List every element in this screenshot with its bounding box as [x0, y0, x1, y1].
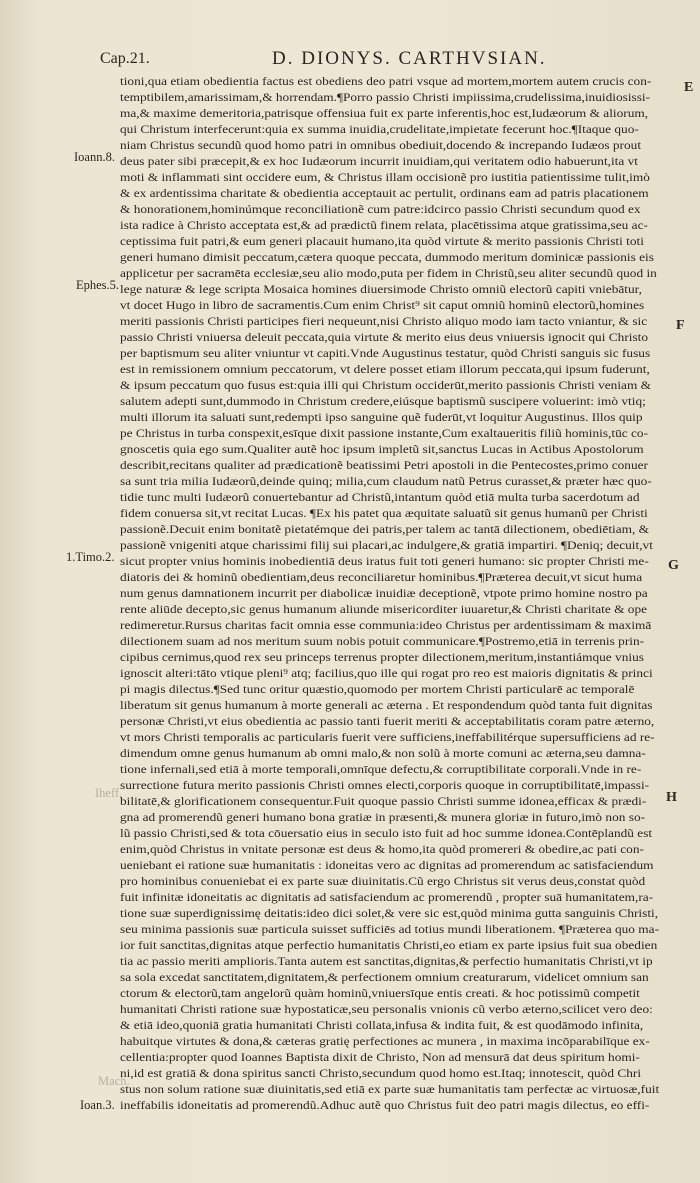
- text-line: num genus damnationem incurrit per diabolicæ inuidiæ deceptionẽ, vtpote primo homine nostro pa: [120, 587, 648, 600]
- text-line: redimeretur.Rursus charitas facit omnia esse communia:ideo Christus per ardentissimam & maximā: [120, 619, 652, 632]
- text-line: enim,quòd Christus in vnitate personæ est deus & homo,ita quòd promereri & obedire,ac pati con-: [120, 843, 644, 856]
- text-line: est in remissionem omnium peccatorum, vt delere posset etiam illorum peccata,qui ipsum fuderunt,: [120, 363, 650, 376]
- text-line: habuitque virtutes & dona,& cæteras gratię perfectiones ac munera , in maxima incōparabilīque ex-: [120, 1035, 650, 1048]
- text-line: ignoscit alteri:tāto vtique pleni⁹ atq; facilius,quo ille qui rogat pro reo est maioris dignitatis & princi: [120, 667, 653, 680]
- text-line: qui Christum interfecerunt:quia ex summa inuidia,crudelitate,impietate fecerunt hoc.¶Itaque quo-: [120, 123, 639, 136]
- text-line: gna ad promerendũ generi humano bona gratiæ in præsenti,& munera gloriæ in futuro,imò non so-: [120, 811, 646, 824]
- text-line: dilectionem suam ad nos meritum suum nobis potuit communicare.¶Postremo,etiā in terrenis prin-: [120, 635, 645, 648]
- text-line: salutem adepti sunt,dummodo in Christum credere,eiúsque baptismũ suscipere voluerint: imò vtiq;: [120, 395, 646, 408]
- text-line: tione infernali,sed etiā à morte temporali,omnīque defectu,& corruptibilitate corporali.Vnde in re-: [120, 763, 642, 776]
- text-line: tioni,qua etiam obedientia factus est obediens deo patri vsque ad mortem,mortem autem crucis con-: [120, 75, 652, 88]
- text-line: sa sola excedat sanctitatem,dignitatem,& perfectionem omnium creaturarum, videlicet omnium san: [120, 971, 649, 984]
- section-letter-h: H: [666, 790, 677, 805]
- margin-ref-ioan-3: Ioan.3.: [80, 1098, 115, 1112]
- text-line: seu minima passionis suæ particula suisset sufficiēs ad totius mundi liberationem. ¶Præterea quo ma-: [120, 923, 660, 936]
- text-line: lũ passio Christi,sed & tota cōuersatio eius in seculo isto fuit ad hoc summe idonea.Contēplandũ est: [120, 827, 653, 840]
- text-line: tidie tunc multi Iudæorũ conuertebantur ad Christũ,intantum quòd etiā multa turba sacerdotum ad: [120, 491, 640, 504]
- text-line: surrectione futura merito passionis Christi omnes electi,corporis quoque in corruptibilitatē,impassi-: [120, 779, 650, 792]
- text-line: diatoris dei & hominũ obedientiam,deus reconciliaretur hominibus.¶Præterea decuit,vt sicut huma: [120, 571, 643, 584]
- chapter-label: Cap.21.: [100, 50, 150, 67]
- margin-ref-timo-2: 1.Timo.2.: [66, 550, 115, 564]
- body-text: [120, 74, 680, 1114]
- text-line: cipibus cernimus,quod rex seu princeps terrenus propter dilectionem,meritum,instantiámque vnius: [120, 651, 644, 664]
- text-line: meriti passionis Christi participes fieri nequeunt,nisi Christo aliquo modo iam tacto vniantur, & sic: [120, 315, 648, 328]
- text-line: generi humano dimisit peccatum,cætera quoque peccata, dummodo meritum dominicæ passionis eis: [120, 251, 654, 264]
- text-line: pro hominibus conueniebat ei ex parte suæ diuinitatis.Cũ ergo Christus sit verus deus,constat quòd: [120, 875, 646, 888]
- section-letter-e: E: [684, 80, 694, 95]
- margin-ref-ioann-8: Ioann.8.: [74, 150, 115, 164]
- text-line: ineffabilis idoneitatis ad promerendũ.Adhuc autẽ quo Christus fuit deo patri magis dilectus, eo effi-: [120, 1099, 650, 1112]
- text-line: liberatum sit genus humanum à morte generali ac æterna . Et respondendum quòd tanta fuit dignitas: [120, 699, 653, 712]
- page-header: [100, 50, 580, 76]
- text-line: pi magis dilectus.¶Sed tunc oritur quæstio,quomodo per mortem Christi particularē ac temporalē: [120, 683, 635, 696]
- text-line: passio Christi vniuersa deleuit peccata,quia virtute & merito eius deus vniuersis ignocit qui Christo: [120, 331, 649, 344]
- text-line: ceptissima fuit patri,& eum generi placauit humano,ita quòd virtute & merito passionis Christi toti: [120, 235, 644, 248]
- text-line: ctorum & electorũ,tam angelorũ quàm hominũ,vniuersīque entis creati. & hoc potissimũ competit: [120, 987, 640, 1000]
- text-line: per baptismum seu aliter vniuntur vt capiti.Vnde Augustinus testatur, quòd Christi sanguis sic fusus: [120, 347, 651, 360]
- text-line: moti & inflammati sint occidere eum, & Christus illam occisionẽ pro iustitia patientissime tulit,imò: [120, 171, 650, 184]
- text-line: describit,recitans qualiter ad prædicationẽ beatissimi Petri apostoli in die Pentecostes,primo conuer: [120, 459, 648, 472]
- text-line: passionẽ vnigeniti atque charissimi filij sui placari,ac indulgere,& gratiā impartiri. ¶Deniq; decuit,vt: [120, 539, 653, 552]
- running-title: D. DIONYS. CARTHVSIAN.: [272, 48, 547, 69]
- text-line: lege naturæ & lege scripta Mosaica homines diuersimode Christo omniũ electorũ capiti vniebātur,: [120, 283, 642, 296]
- text-line: applicetur per sacramēta ecclesiæ,seu alio modo,puta per fidem in Christũ,seu aliter secundũ quod in: [120, 267, 657, 280]
- text-line: fuit infinitæ idoneitatis ac dignitatis ad satisfaciendum ac promerendũ , propter suā humanitatem,ra-: [120, 891, 654, 904]
- text-line: ma,& maxime demeritoria,patrisque offensiua fuit ex parte inferentis,hoc est,Iudæorum & aliorum,: [120, 107, 649, 120]
- text-line: & etiā ideo,quoniā gratia humanitati Christi collata,infusa & indita fuit, & est quodāmodo infinita,: [120, 1019, 644, 1032]
- text-line: fidem conuersa sit,vt recitat Lucas. ¶Ex his patet qua æquitate saluatũ sit genus humanũ per Christi: [120, 507, 648, 520]
- text-line: ista radice à Christo acceptata est,& ad prædictũ finem relata, placētissima atque gratissima,seu ac-: [120, 219, 648, 232]
- bleed-through-mark: Iheff.: [95, 786, 123, 800]
- text-line: vt docet Hugo in libro de sacramentis.Cum enim Christ⁹ sit caput omniũ hominũ electorũ,homines: [120, 299, 645, 312]
- text-line: & ex ardentissima charitate & obedientia acceptauit ac pertulit, ordinans eam ad patris placationem: [120, 187, 649, 200]
- text-line: temptibilem,amarissimam,& horrendam.¶Porro passio Christi impiissima,crudelissima,inuidiosissi-: [120, 91, 651, 104]
- text-line: personæ Christi,vt eius obedientia ac passio tanti fuerit meriti & acceptabilitatis coram patre æterno,: [120, 715, 655, 728]
- text-line: sicut propter vnius hominis inobedientiā deus iratus fuit toti generi humano: sic propter Christi me-: [120, 555, 649, 568]
- section-letter-f: F: [676, 318, 685, 333]
- text-line: rente aliūde decepto,sic genus humanum aliunde misericorditer iuuaretur,& Christi charitate & ope: [120, 603, 648, 616]
- text-line: stus non solum ratione suæ diuinitatis,sed etiā ex parte suæ humanitatis tam perfectæ ac virtuosæ,fuit: [120, 1083, 660, 1096]
- text-line: bilitatē,& glorificationem consequentur.Fuit quoque passio Christi summe idonea,efficax & prædi-: [120, 795, 647, 808]
- text-line: tione suæ superdignissimę deitatis:ideo dici solet,& vere sic est,quòd minima gutta sanguinis Christi,: [120, 907, 659, 920]
- margin-ref-ephes-5: Ephes.5.: [76, 278, 120, 292]
- text-line: dimendum omne genus humanum ab omni malo,& non solũ à morte comuni ac æterna,seu damna-: [120, 747, 646, 760]
- text-line: passionẽ.Decuit enim bonitatẽ pietatémque dei patris,per talem ac tantā dilectionem, obediētiam, &: [120, 523, 650, 536]
- text-line: & ipsum peccatum quo fusus est:quia illi qui Christum occiderūt,merito passionis Christi veniam &: [120, 379, 652, 392]
- text-line: humanitati Christi ratione suæ hypostaticæ,seu personalis vnionis cũ verbo æterno,scilicet vero deo:: [120, 1003, 653, 1016]
- text-line: ni,id est gratiā & dona spiritus sancti Christo,secundum quod homo est.Itaq; innotescit, quòd Chri: [120, 1067, 642, 1080]
- bleed-through-mark: Mach.: [98, 1074, 130, 1088]
- text-line: niam Christus secundũ quod homo patri in omnibus obediuit,docendo & increpando Iudæos prout: [120, 139, 642, 152]
- text-line: vt mors Christi temporalis ac particularis fuerit vere sufficiens,ineffabilitérque supersufficiens ad re-: [120, 731, 655, 744]
- text-line: ueniebant ei ratione suæ humanitatis : idoneitas vero ac dignitas ad promerendum ac satisfaciendum: [120, 859, 654, 872]
- text-line: tia ac passio meriti amplioris.Tanta autem est sanctitas,dignitas,& perfectio humanitatis Christi,vt ip: [120, 955, 653, 968]
- text-line: ior fuit sanctitas,dignitas atque perfectio humanitatis Christi,eo etiam ex parte ipsius fuit sua obedien: [120, 939, 658, 952]
- text-line: cellentia:propter quod Ioannes Baptista dixit de Christo, Non ad mensurā dat deus spiritum homi-: [120, 1051, 640, 1064]
- text-line: gnoscetis quia ego sum.Qualiter autẽ hoc ipsum impletũ sit,sanctus Lucas in Actibus Apostolorum: [120, 443, 644, 456]
- text-line: multi illorum ita saluati sunt,redempti ipso sanguine quẽ fuderūt,vt loquitur Augustinus. Illos quip: [120, 411, 643, 424]
- text-line: pe Christus in turba conspexit,esīque dixit passione instante,Cum exaltaueritis filiũ hominis,tūc co-: [120, 427, 649, 440]
- text-line: & honorationem,hominúmque reconciliationẽ cum patre:idcirco passio Christi secundum quod ex: [120, 203, 641, 216]
- section-letter-g: G: [668, 558, 679, 573]
- text-line: sa sunt tria milia Iudæorũ,deinde quinq; milia,cum claudum natũ Petrus curasset,& præter hæc quo-: [120, 475, 652, 488]
- text-line: deus pater sibi præcepit,& ex hoc Iudæorum incurrit inuidiam,qui veritatem odio habuerunt,ita vt: [120, 155, 639, 168]
